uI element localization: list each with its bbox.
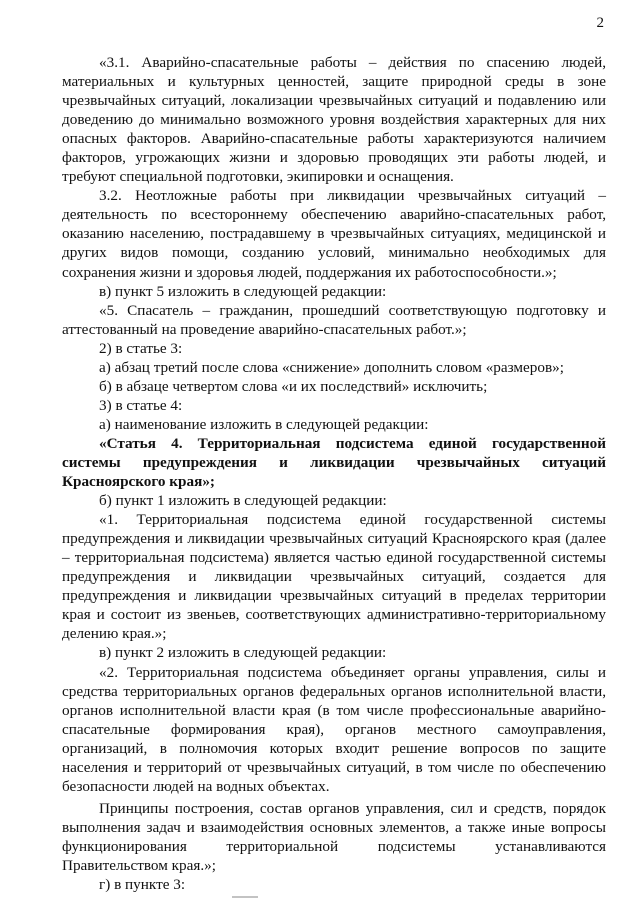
paragraph-item-g-point-3: г) в пункте 3: bbox=[99, 876, 186, 894]
paragraph-principles: Принципы построения, состав органов управления, сил и средств, порядок выполнения задач и взаимодействия основных элементов, а также иные вопросы функционирования территориальной подсистемы устанавливаются Правительством края.»; bbox=[62, 799, 606, 874]
scan-artifact-mark bbox=[232, 896, 258, 898]
paragraph-item-a-article-3: а) абзац третий после слова «снижение» дополнить словом «размеров»; bbox=[99, 358, 564, 376]
paragraph-point-1-text: «1. Территориальная подсистема единой государственной системы предупреждения и ликвидации чрезвычайных ситуаций Красноярского края (далее – территориальная подсистема) является частью единой государственной системы предупреждения и ликвидации чрезвычайных ситуаций, создается для предупреждения и ликвидации чрезвычайных ситуаций в пределах территории края и состоит из звеньев, соответствующих административно-территориальному делению края.»; bbox=[62, 511, 606, 643]
paragraph-point-5-text: «5. Спасатель – гражданин, прошедший соответствующую подготовку и аттестованный на проведение аварийно-спасательных работ.»; bbox=[62, 301, 606, 338]
paragraph-3-1: «3.1. Аварийно-спасательные работы – действия по спасению людей, материальных и культурных ценностей, защите природной среды в зоне чрезвычайных ситуаций, локализации чрезвычайных ситуаций и подавлению или доведению до минимально возможного уровня воздействия характерных для них опасных факторов. Аварийно-спасательные работы характеризуются наличием факторов, угрожающих жизни и здоровью проводящих эти работы людей, и требуют специальной подготовки, экипировки и оснащения. bbox=[62, 54, 606, 186]
page-number: 2 bbox=[596, 15, 604, 31]
paragraph-item-b-article-3: б) в абзаце четвертом слова «и их последствий» исключить; bbox=[99, 377, 488, 395]
paragraph-article-4: 3) в статье 4: bbox=[99, 396, 183, 414]
paragraph-3-2: 3.2. Неотложные работы при ликвидации чрезвычайных ситуаций – деятельность по всестороннему обеспечению аварийно-спасательных работ, оказанию населению, пострадавшему в чрезвычайных ситуациях, медицинской и других видов помощи, созданию условий, минимально необходимых для сохранения жизни и здоровья людей, поддержания их работоспособности.»; bbox=[62, 187, 606, 281]
document-body bbox=[62, 53, 606, 894]
article-4-title: «Статья 4. Территориальная подсистема единой государственной системы предупреждения и ликвидации чрезвычайных ситуаций Красноярского края»; bbox=[62, 434, 606, 491]
paragraph-article-3: 2) в статье 3: bbox=[99, 339, 183, 357]
paragraph-item-v-point-5: в) пункт 5 изложить в следующей редакции: bbox=[99, 282, 387, 300]
paragraph-item-b-point-1: б) пункт 1 изложить в следующей редакции: bbox=[99, 492, 387, 510]
paragraph-point-2-text: «2. Территориальная подсистема объединяет органы управления, силы и средства территориальных органов федеральных органов исполнительной власти, органов исполнительной власти края (в том числе профессиональные аварийно-спасательные формирования края), органов местного самоуправления, организаций, в полномочия которых входит решение вопросов по защите населения и территорий от чрезвычайных ситуаций, в том числе по обеспечению безопасности людей на водных объектах. bbox=[62, 663, 606, 795]
paragraph-item-a-article-4: а) наименование изложить в следующей редакции: bbox=[99, 415, 429, 433]
paragraph-item-v-point-2: в) пункт 2 изложить в следующей редакции: bbox=[99, 644, 387, 662]
